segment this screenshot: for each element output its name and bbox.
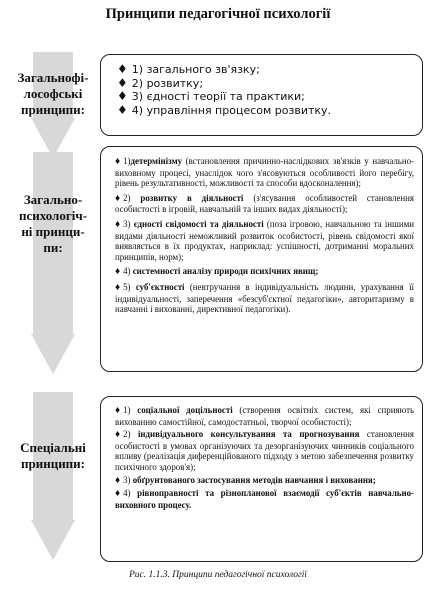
principles-box (100, 54, 423, 136)
arrow-shape (12, 392, 75, 560)
figure-caption: Рис. 1.1.3. Принципи педагогічної психології (128, 570, 308, 580)
diamond-icon: ♦ (115, 429, 121, 441)
diamond-icon: ♦ (115, 405, 121, 416)
list-item: ♦ 4) рівноправності та різнопланової взаємодії суб'єктів навчально-виховного процесу. (115, 488, 414, 510)
list-item: ♦ 2) індивідуального консультування та прогнозування становлення особистості в умовах організуючих та дезорганізуючих чинників соціального впливу (реалізація диференційованого підходу з метою забезпечення розвитку психічного здоров'я); (115, 429, 414, 472)
diamond-icon: ♦ (115, 192, 121, 204)
list-item: ♦ 4) управління процесом розвитку. (117, 102, 332, 117)
list-item: ♦ 1)детермінізму (встановлення причинно-наслідкових зв'язків у навчально-виховному процесі, унаслідок чого з'ясовуються особливості його перебігу, рівень результативності, можливості та способи вдосконалення); (115, 156, 414, 189)
diamond-icon: ♦ (115, 474, 121, 486)
diamond-icon: ♦ (117, 89, 128, 103)
principles-box (100, 146, 423, 372)
diamond-icon: ♦ (117, 75, 128, 90)
list-item: ♦ 1) соціальної доцільності (створення освітніх систем, які сприяють вихованню самостійної, самодостатньої, творчої особистості); (115, 405, 415, 427)
list-item: ♦ 5) суб'єктності (невтручання в індивідуальність людини, урахування її індивідуальності, заперечення «безсуб'єктної педагогіки», авторитаризму в навчанні і вихованні, директивної педагогіки). (115, 281, 415, 315)
diamond-icon: ♦ (115, 281, 121, 293)
diamond-icon: ♦ (115, 156, 121, 167)
diamond-icon: ♦ (115, 218, 121, 230)
list-item: ♦ 2) розвитку; (117, 75, 204, 90)
page-title: Принципи педагогічної психології (105, 6, 331, 22)
list-item: ♦ 2) розвитку в діяльності (з'ясування особливостей становлення особистості в ігровій, навчальній та інших видах діяльності); (115, 192, 414, 215)
diamond-icon: ♦ (115, 266, 121, 278)
arrow-shape (12, 152, 75, 374)
list-item: ♦ 3) єдності свідомості та діяльності (поза ігровою, навчальною та іншими видами діяльності неможливий розвиток особистості, рівень свідомості якої виявляється в їх продуктах, наприклад: успішності, дотриманні моральних принципів, норм); (115, 218, 415, 262)
principles-box (100, 396, 423, 562)
list-item: ♦ 1) загального зв'язку; (117, 62, 260, 76)
diamond-icon: ♦ (115, 488, 121, 500)
section-label: Загальнофі- лософські принципи: (17, 70, 89, 117)
list-item: ♦ 3) єдності теорії та практики; (117, 89, 305, 103)
diamond-icon: ♦ (117, 62, 128, 76)
list-item: ♦ 3) обґрунтованого застосування методів навчання і виховання; (115, 474, 376, 486)
diamond-icon: ♦ (117, 102, 128, 117)
section-label: Спеціальні принципи: (20, 440, 86, 471)
list-item: ♦ 4) системності аналізу природи психічних явищ; (115, 266, 319, 278)
section-label: Загально- психологіч- ні принци- пи: (18, 192, 88, 255)
